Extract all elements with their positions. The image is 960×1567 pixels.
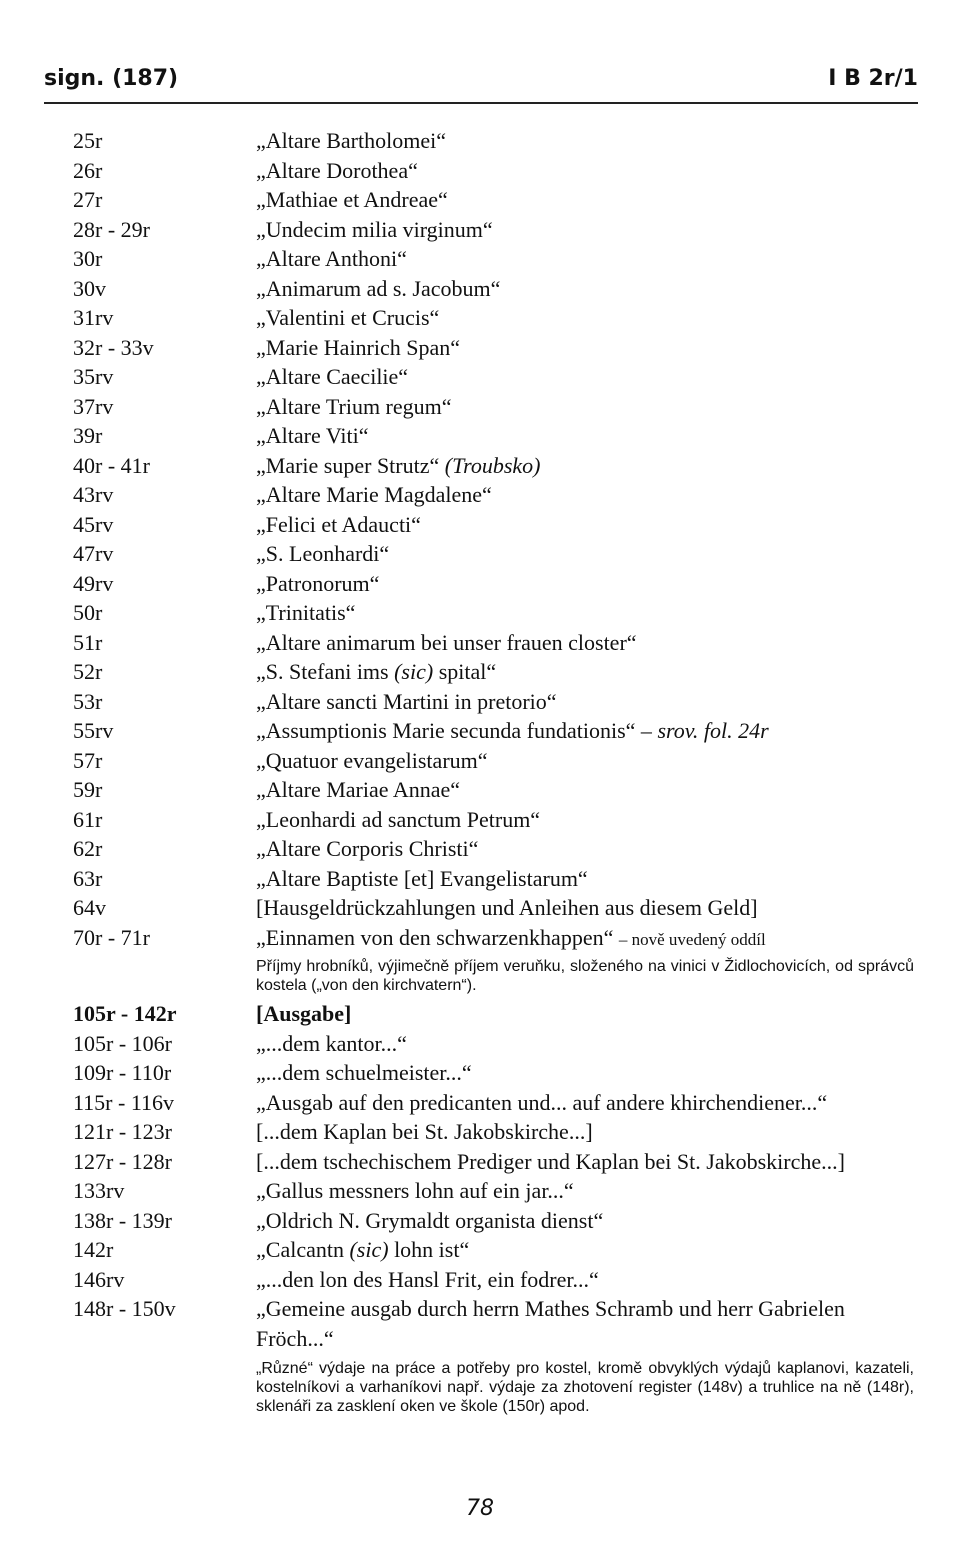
list-item — [0, 451, 960, 481]
entry-title: „Altare Marie Magdalene“ — [256, 482, 492, 507]
folio-ref: 31rv — [73, 305, 114, 330]
list-item — [0, 1176, 960, 1206]
list-item — [0, 1265, 960, 1295]
list-item — [0, 126, 960, 156]
list-item — [0, 303, 960, 333]
entry-title: [...dem tschechischem Prediger und Kaplan bei St. Jakobskirche...] — [256, 1148, 845, 1174]
folio-ref: 109r - 110r — [73, 1060, 172, 1085]
cross-reference: srov. fol. 24r — [657, 718, 769, 743]
entry-title: „Animarum ad s. Jacobum“ — [256, 275, 501, 301]
folio-ref: 105r - 106r — [73, 1030, 172, 1056]
editor-remark: – nově uvedený oddíl — [618, 929, 766, 949]
description-note: Příjmy hrobníků, výjimečně příjem veruňku, složeného na vinici v Židlochovicích, od správců kostela („von den kirchvatern“). — [256, 958, 914, 994]
folio-ref: 64v — [73, 895, 106, 920]
section-title: [Ausgabe] — [256, 1001, 352, 1026]
entry-title: „Marie super Strutz“ — [256, 452, 440, 478]
list-item — [0, 539, 960, 569]
entry-title: „Assumptionis Marie secunda fundationis“ – — [256, 718, 652, 743]
entry-title: „Patronorum“ — [256, 570, 380, 596]
list-item — [0, 834, 960, 864]
list-item — [0, 244, 960, 274]
entry-title: „Quatuor evangelistarum“ — [256, 747, 488, 773]
folio-ref: 61r — [73, 806, 103, 832]
entry-title: „Gallus messners lohn auf ein jar...“ — [256, 1178, 574, 1203]
entry-title: „Oldrich N. Grymaldt organista dienst“ — [256, 1207, 604, 1233]
entry-title: „Felici et Adaucti“ — [256, 511, 421, 537]
entry-title: „Altare Dorothea“ — [256, 157, 418, 183]
folio-ref: 26r — [73, 157, 103, 183]
list-item — [0, 156, 960, 186]
folio-ref: 49rv — [73, 570, 114, 596]
entry-title-rest: spital“ — [438, 659, 497, 684]
list-item — [0, 421, 960, 451]
folio-ref: 55rv — [73, 718, 114, 743]
list-item — [0, 274, 960, 304]
list-item — [0, 392, 960, 422]
entry-title: „Marie Hainrich Span“ — [256, 334, 461, 360]
folio-ref: 27r — [73, 187, 103, 212]
entry-title: „Valentini et Crucis“ — [256, 305, 440, 330]
entry-title-line — [256, 923, 916, 955]
entry-title: „Altare sancti Martini in pretorio“ — [256, 688, 557, 714]
list-item — [0, 716, 960, 746]
entry-title: „...den lon des Hansl Frit, ein fodrer...“ — [256, 1266, 599, 1292]
entry-title: „Altare Caecilie“ — [256, 364, 409, 389]
list-item — [0, 864, 960, 894]
folio-ref: 40r - 41r — [73, 452, 150, 478]
folio-ref: 59r — [73, 777, 103, 802]
list-item — [0, 569, 960, 599]
list-item — [0, 1117, 960, 1147]
entry-title-line — [256, 451, 916, 481]
list-item — [0, 185, 960, 215]
entry-title: „Altare Anthoni“ — [256, 246, 407, 271]
list-item — [0, 805, 960, 835]
sic-annotation: (sic) — [349, 1237, 389, 1262]
running-header — [44, 66, 918, 104]
list-item — [0, 215, 960, 245]
folio-ref: 62r — [73, 836, 103, 861]
entry-title: „Altare Viti“ — [256, 423, 369, 448]
list-item — [0, 362, 960, 392]
folio-ref: 52r — [73, 659, 103, 684]
entry-title: „S. Leonhardi“ — [256, 541, 390, 566]
list-item — [0, 1294, 960, 1353]
place-annotation: (Troubsko) — [444, 452, 541, 478]
folio-ref: 142r — [73, 1237, 114, 1262]
folio-ref: 121r - 123r — [73, 1119, 172, 1144]
entry-title: „Calcantn — [256, 1237, 344, 1262]
list-item — [0, 510, 960, 540]
list-item — [0, 1147, 960, 1177]
entry-title: „Altare Corporis Christi“ — [256, 836, 479, 861]
entry-title-line — [256, 716, 916, 746]
list-item — [0, 1088, 960, 1118]
entry-title: „...dem kantor...“ — [256, 1030, 407, 1056]
folio-ref: 43rv — [73, 482, 114, 507]
entry-title-rest: lohn ist“ — [394, 1237, 470, 1262]
folio-ref: 30v — [73, 275, 106, 301]
folio-ref: 35rv — [73, 364, 114, 389]
list-item — [0, 480, 960, 510]
list-item — [0, 1235, 960, 1265]
list-item — [0, 657, 960, 687]
entry-title: [Hausgeldrückzahlungen und Anleihen aus diesem Geld] — [256, 895, 758, 920]
entry-title: „Altare Trium regum“ — [256, 393, 452, 419]
folio-ref: 25r — [73, 128, 103, 153]
section-folio-ref: 105r - 142r — [73, 1001, 177, 1026]
folio-ref: 50r — [73, 600, 103, 625]
signature-label: sign. (187) — [44, 66, 179, 91]
list-item — [0, 598, 960, 628]
entry-title: „Leonhardi ad sanctum Petrum“ — [256, 806, 541, 832]
entry-title: „Altare animarum bei unser frauen closter“ — [256, 629, 637, 655]
folio-ref: 70r - 71r — [73, 924, 150, 950]
description-note: „Různé“ výdaje na práce a potřeby pro kostel, kromě obvyklých výdajů kaplanovi, kazateli, kostelníkovi a varhaníkovi např. výdaje za zhotovení register (148v) a truhlice na ně (148r), sklenáři za zasklení oken ve škole (150r) apod. — [256, 1360, 914, 1415]
folio-ref: 32r - 33v — [73, 334, 154, 360]
entry-title: „Altare Bartholomei“ — [256, 128, 446, 153]
list-item — [0, 923, 960, 955]
list-item — [0, 1058, 960, 1088]
folio-ref: 28r - 29r — [73, 216, 150, 242]
entry-title: „Einnamen von den schwarzenkhappen“ — [256, 924, 614, 950]
folio-listing — [0, 126, 960, 1416]
folio-ref: 127r - 128r — [73, 1148, 172, 1174]
entry-title: „Trinitatis“ — [256, 600, 356, 625]
entry-title: „S. Stefani ims — [256, 659, 389, 684]
folio-ref: 45rv — [73, 511, 114, 537]
folio-ref: 57r — [73, 747, 103, 773]
list-item — [0, 1206, 960, 1236]
page-number: 78 — [466, 1496, 494, 1521]
list-item — [0, 333, 960, 363]
entry-title: „Mathiae et Andreae“ — [256, 187, 448, 212]
folio-ref: 47rv — [73, 541, 114, 566]
shelfmark-label: I B 2r/1 — [828, 66, 918, 91]
folio-ref: 133rv — [73, 1178, 125, 1203]
list-item — [0, 746, 960, 776]
entry-title-line — [256, 657, 916, 687]
entry-title: „Gemeine ausgab durch herrn Mathes Schramb und herr Gabrielen Fröch...“ — [256, 1296, 845, 1351]
list-item — [0, 687, 960, 717]
list-item — [0, 775, 960, 805]
sic-annotation: (sic) — [394, 659, 434, 684]
folio-ref: 146rv — [73, 1266, 125, 1292]
folio-ref: 30r — [73, 246, 103, 271]
entry-title: „...dem schuelmeister...“ — [256, 1060, 472, 1085]
entry-title: „Undecim milia virginum“ — [256, 216, 493, 242]
section-heading — [0, 999, 960, 1029]
entry-title: „Altare Baptiste [et] Evangelistarum“ — [256, 865, 588, 891]
folio-ref: 51r — [73, 629, 103, 655]
folio-ref: 39r — [73, 423, 103, 448]
entry-title: [...dem Kaplan bei St. Jakobskirche...] — [256, 1119, 593, 1144]
entry-title-line — [256, 1235, 916, 1265]
folio-ref: 37rv — [73, 393, 114, 419]
list-item — [0, 628, 960, 658]
folio-ref: 53r — [73, 688, 103, 714]
entry-title: „Altare Mariae Annae“ — [256, 777, 460, 802]
entry-title: „Ausgab auf den predicanten und... auf andere khirchendiener...“ — [256, 1089, 828, 1115]
list-item — [0, 893, 960, 923]
folio-ref: 63r — [73, 865, 103, 891]
folio-ref: 148r - 150v — [73, 1296, 176, 1321]
list-item — [0, 1029, 960, 1059]
folio-ref: 138r - 139r — [73, 1207, 172, 1233]
folio-ref: 115r - 116v — [73, 1089, 175, 1115]
